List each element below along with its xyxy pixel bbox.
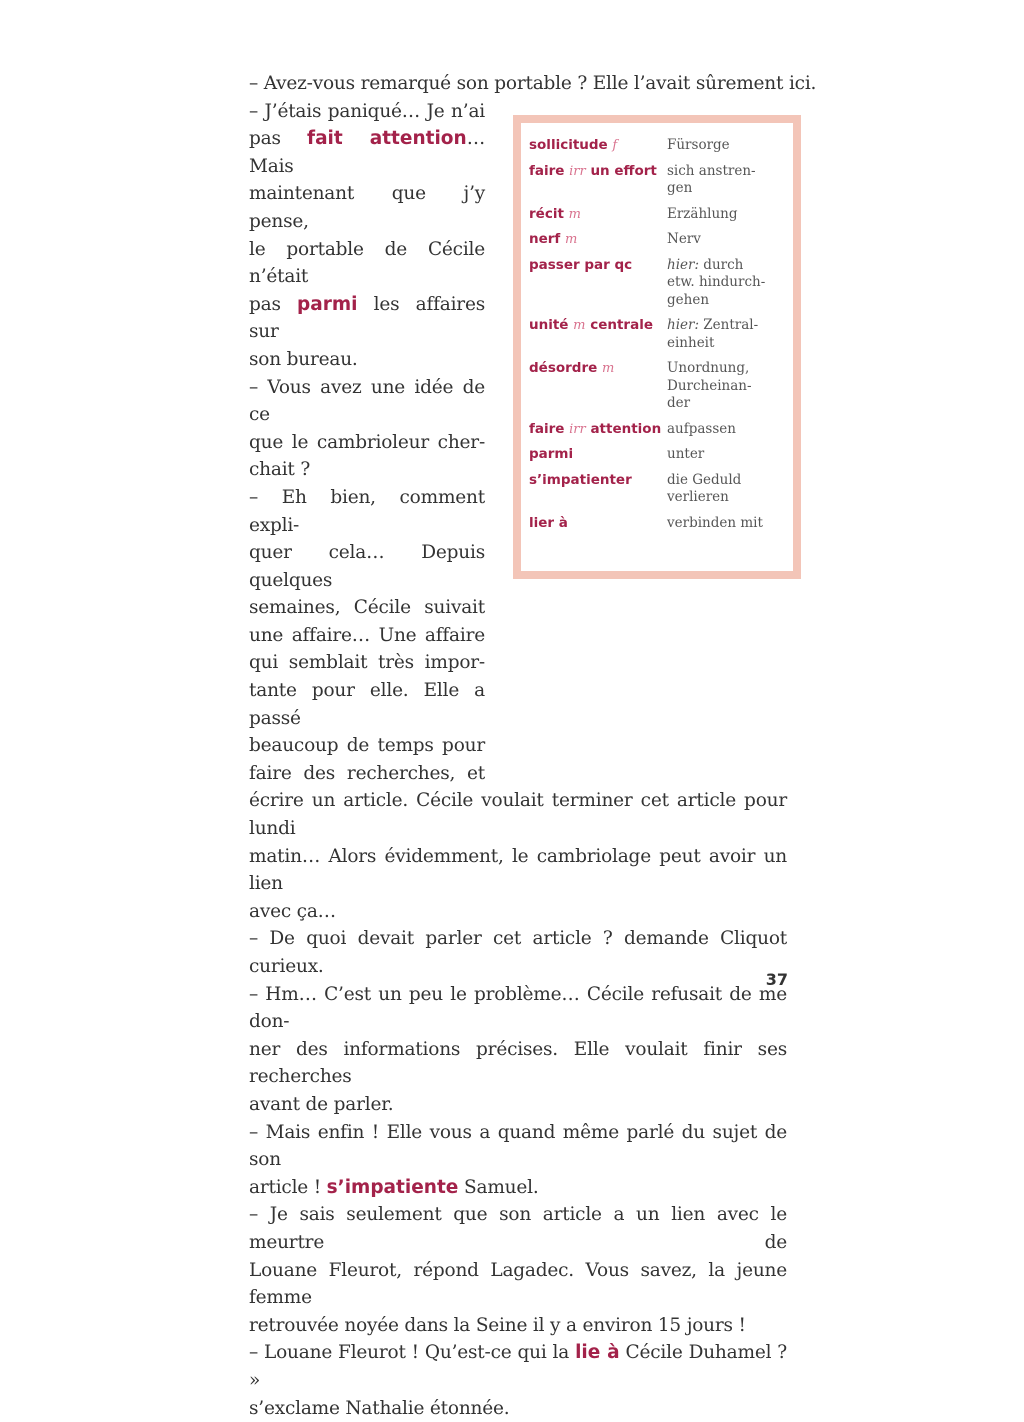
vocab-grammar: m [565,232,577,247]
vocab-highlight-lie-a: lie à [575,1342,619,1363]
text-line: semaines, Cécile suivait [249,594,485,622]
vocab-row [529,472,785,515]
vocab-grammar: m [569,207,581,222]
vocab-term-word: parmi [529,446,573,462]
vocab-translation-text: Fürsorge [667,137,730,153]
vocab-term [529,446,667,472]
vocab-translation-text: unter [667,446,704,462]
text-line: avant de parler. [249,1091,787,1119]
text-line: ner des informations précises. Elle voulait finir ses recherches [249,1036,787,1091]
vocab-row [529,206,785,232]
text-line: – Je sais seulement que son article a un lien avec le meurtre de [249,1201,787,1256]
vocab-translation [667,472,785,515]
vocab-grammar: irr [569,164,586,179]
vocab-row [529,137,785,163]
text-line: retrouvée noyée dans la Seine il y a environ 15 jours ! [249,1312,787,1340]
text-line: – Eh bien, comment expli- [249,484,485,539]
vocab-term [529,137,667,163]
text-segment: … Mais [249,128,485,177]
vocab-translation [667,137,785,163]
vocab-term [529,472,667,515]
text-line [249,125,485,180]
vocab-highlight-fait-attention: fait attention [307,128,467,149]
vocab-row [529,446,785,472]
vocab-term-word: s’impatienter [529,472,632,488]
text-segment: article ! [249,1177,327,1198]
vocab-context-note: hier: [667,317,699,333]
vocab-term [529,257,667,318]
vocab-term [529,163,667,206]
text-line: quer cela… Depuis quelques [249,539,485,594]
text-line: son bureau. [249,346,485,374]
vocab-term [529,231,667,257]
vocab-translation-text: Unordnung, Durcheinan- der [667,360,752,411]
vocab-translation-text: verbinden mit [667,515,763,531]
text-segment: les affaires sur [249,294,485,343]
text-line: – Avez-vous remarqué son portable ? Elle l’avait sûrement ici. [249,70,787,98]
vocab-translation [667,360,785,421]
text-line: – Mais enfin ! Elle vous a quand même parlé du sujet de son [249,1119,787,1174]
text-segment: – Louane Fleurot ! Qu’est-ce qui la [249,1342,575,1363]
vocab-term-word: récit [529,206,564,222]
vocab-translation-text: durch etw. hindurch- gehen [667,257,765,308]
text-line [249,291,485,346]
vocab-translation-text: die Geduld verlieren [667,472,741,506]
text-line: – Hm… C’est un peu le problème… Cécile refusait de me don- [249,981,787,1036]
text-line: tante pour elle. Elle a passé [249,677,485,732]
vocab-translation-text: Nerv [667,231,701,247]
text-line: qui semblait très impor- [249,649,485,677]
text-line: que le cambrioleur cher- [249,429,485,457]
vocab-term-word: un effort [590,163,656,179]
vocab-translation [667,257,785,318]
vocab-term-word: faire [529,163,564,179]
vocab-grammar: m [602,361,614,376]
page-number: 37 [760,970,788,989]
vocab-context-note: hier: [667,257,699,273]
text-line: matin… Alors évidemment, le cambriolage peut avoir un lien [249,843,787,898]
vocab-term-word: attention [590,421,661,437]
text-line: le portable de Cécile n’était [249,236,485,291]
vocab-translation-text: Zentral- einheit [667,317,758,351]
text-line: Louane Fleurot, répond Lagadec. Vous savez, la jeune femme [249,1257,787,1312]
vocabulary-table [529,137,785,540]
vocab-translation [667,446,785,472]
text-line: avec ça… [249,898,787,926]
text-segment: Samuel. [458,1177,538,1198]
vocab-grammar: irr [569,422,586,437]
text-line: s’exclame Nathalie étonnée. [249,1395,787,1422]
vocab-row [529,163,785,206]
vocab-term-word: nerf [529,231,560,247]
vocab-row [529,257,785,318]
vocab-row [529,421,785,447]
vocab-term [529,206,667,232]
text-line: – Vous avez une idée de ce [249,374,485,429]
vocab-term-word: passer par qc [529,257,632,273]
vocab-translation [667,515,785,541]
text-line: – De quoi devait parler cet article ? demande Cliquot curieux. [249,925,787,980]
text-line: écrire un article. Cécile voulait terminer cet article pour lundi [249,787,787,842]
vocab-translation [667,163,785,206]
vocab-term [529,515,667,541]
text-segment: pas [249,294,297,315]
text-line [249,1174,787,1202]
vocab-translation [667,317,785,360]
vocab-highlight-s-impatiente: s’impatiente [327,1177,459,1198]
text-line: faire des recherches, et [249,760,485,788]
text-segment: Cécile Duhamel ? » [249,1342,787,1391]
text-line: maintenant que j’y pense, [249,180,485,235]
vocab-translation [667,206,785,232]
vocab-term [529,360,667,421]
vocab-translation [667,421,785,447]
text-line [249,1339,787,1394]
vocab-term-word: désordre [529,360,597,376]
vocab-term-word: faire [529,421,564,437]
vocab-row [529,360,785,421]
text-line: chait ? [249,456,485,484]
vocab-grammar: f [612,138,617,153]
vocab-row [529,231,785,257]
vocab-translation-text: aufpassen [667,421,736,437]
vocab-term [529,421,667,447]
vocab-translation-text: sich anstren- gen [667,163,756,197]
vocab-term-word: lier à [529,515,568,531]
text-line: – J’étais paniqué… Je n’ai [249,98,485,126]
vocab-term-word: centrale [590,317,653,333]
vocab-highlight-parmi: parmi [297,294,357,315]
vocab-grammar: m [573,318,585,333]
vocab-translation [667,231,785,257]
vocab-term-word: sollicitude [529,137,608,153]
text-segment: pas [249,128,307,149]
vocab-term [529,317,667,360]
vocab-term-word: unité [529,317,568,333]
vocab-row [529,515,785,541]
vocab-row [529,317,785,360]
text-line: une affaire… Une affaire [249,622,485,650]
vocab-translation-text: Erzählung [667,206,738,222]
text-line: beaucoup de temps pour [249,732,485,760]
vocabulary-box [513,115,801,579]
